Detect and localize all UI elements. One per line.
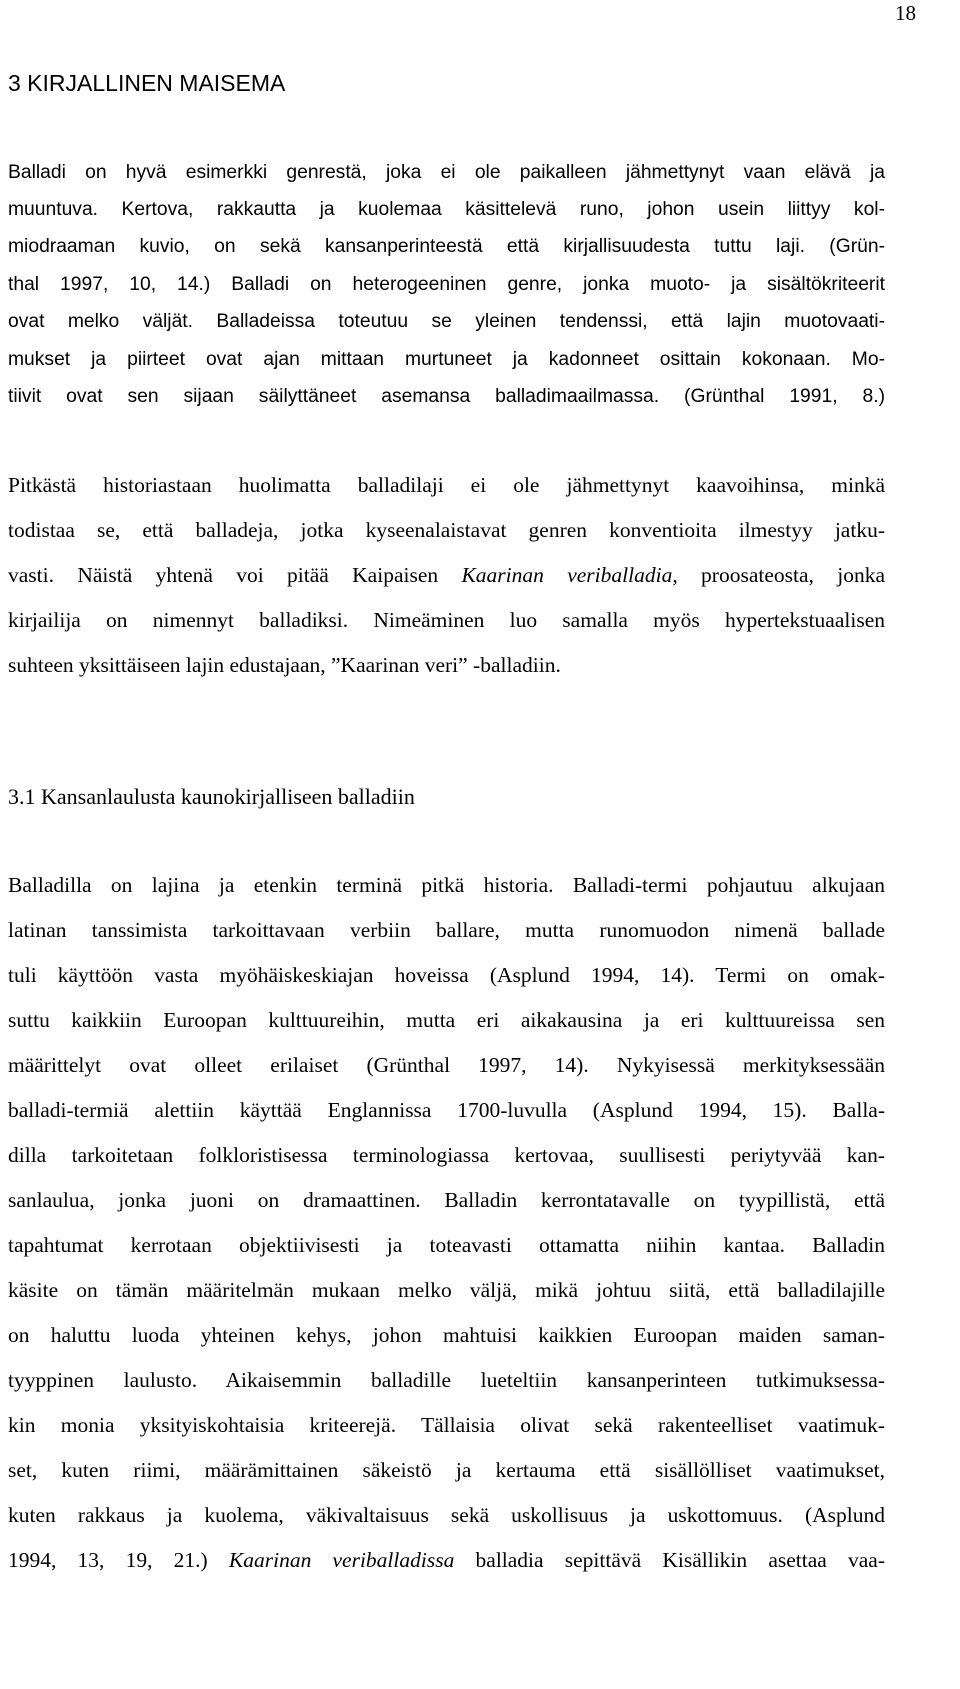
text-line: miodraaman kuvio, on sekä kansanperinteestä että kirjallisuudesta tuttu laji. (Grün- [8, 236, 885, 257]
text-line: dilla tarkoitetaan folkloristisessa terminologiassa kertovaa, suullisesti periytyvää kan- [8, 1143, 885, 1167]
text-line: sanlaulua, jonka juoni on dramaattinen. Balladin kerrontatavalle on tyypillistä, että [8, 1188, 885, 1212]
text-line: käsite on tämän määritelmän mukaan melko väljä, mikä johtuu siitä, että balladilajille [8, 1278, 885, 1302]
text-line: suttu kaikkiin Euroopan kulttuureihin, mutta eri aikakausina ja eri kulttuureissa sen [8, 1008, 885, 1032]
section-heading: 3 KIRJALLINEN MAISEMA [8, 70, 286, 96]
text-line: tapahtumat kerrotaan objektiivisesti ja toteavasti ottamatta niihin kantaa. Balladin [8, 1233, 885, 1257]
text-line: Pitkästä historiastaan huolimatta balladilaji ei ole jähmettynyt kaavoihinsa, minkä [8, 473, 885, 497]
text-line: Balladilla on lajina ja etenkin terminä pitkä historia. Balladi-termi pohjautuu alkujaan [8, 873, 885, 897]
text-line: set, kuten riimi, määrämittainen säkeistö ja kertauma että sisällölliset vaatimukset, [8, 1458, 885, 1482]
text-line: suhteen yksittäiseen lajin edustajaan, ”Kaarinan veri” -balladiin. [8, 653, 561, 677]
text-line: balladi-termiä alettiin käyttää Englannissa 1700-luvulla (Asplund 1994, 15). Balla- [8, 1098, 885, 1122]
text-line [8, 1547, 885, 1573]
text-line: tuli käyttöön vasta myöhäiskeskiajan hoveissa (Asplund 1994, 14). Termi on omak- [8, 963, 885, 987]
text-line: tyyppinen laulusto. Aikaisemmin balladille lueteltiin kansanperinteen tutkimuksessa- [8, 1368, 885, 1392]
text-line: tiivit ovat sen sijaan säilyttäneet asemansa balladimaailmassa. (Grünthal 1991, 8.) [8, 386, 885, 407]
text-line: kin monia yksityiskohtaisia kriteerejä. Tällaisia olivat sekä rakenteelliset vaatimuk- [8, 1413, 885, 1437]
text-segment: balladia sepittävä Kisällikin asettaa vaa- [454, 1548, 885, 1572]
text-segment: vasti. Näistä yhtenä voi pitää Kaipaisen [8, 563, 462, 587]
text-line: thal 1997, 10, 14.) Balladi on heterogeeninen genre, jonka muoto- ja sisältökriteerit [8, 274, 885, 295]
text-line [8, 562, 885, 588]
text-line: kirjailija on nimennyt balladiksi. Nimeäminen luo samalla myös hypertekstuaalisen [8, 608, 885, 632]
text-line: määrittelyt ovat olleet erilaiset (Grünthal 1997, 14). Nykyisessä merkityksessään [8, 1053, 885, 1077]
book-title: Kaarinan veriballadissa [228, 1548, 455, 1572]
text-line: muuntuva. Kertova, rakkautta ja kuolemaa käsittelevä runo, johon usein liittyy kol- [8, 199, 885, 220]
text-line: todistaa se, että balladeja, jotka kyseenalaistavat genren konventioita ilmestyy jatku- [8, 518, 885, 542]
text-line: mukset ja piirteet ovat ajan mittaan murtuneet ja kadonneet osittain kokonaan. Mo- [8, 349, 885, 370]
text-line: kuten rakkaus ja kuolema, väkivaltaisuus sekä uskollisuus ja uskottomuus. (Asplund [8, 1503, 885, 1527]
subsection-heading: 3.1 Kansanlaulusta kaunokirjalliseen balladiin [8, 784, 415, 809]
text-line: Balladi on hyvä esimerkki genrestä, joka ei ole paikalleen jähmettynyt vaan elävä ja [8, 162, 885, 183]
text-line: ovat melko väljät. Balladeissa toteutuu se yleinen tendenssi, että lajin muotovaati- [8, 311, 885, 332]
text-line: on haluttu luoda yhteinen kehys, johon mahtuisi kaikkien Euroopan maiden saman- [8, 1323, 885, 1347]
book-title: Kaarinan veriballadia [461, 563, 673, 587]
text-segment: 1994, 13, 19, 21.) [8, 1548, 229, 1572]
text-line: latinan tanssimista tarkoittavaan verbiin ballare, mutta runomuodon nimenä ballade [8, 918, 885, 942]
text-segment: , proosateosta, jonka [672, 563, 885, 587]
page-number: 18 [895, 1, 916, 25]
